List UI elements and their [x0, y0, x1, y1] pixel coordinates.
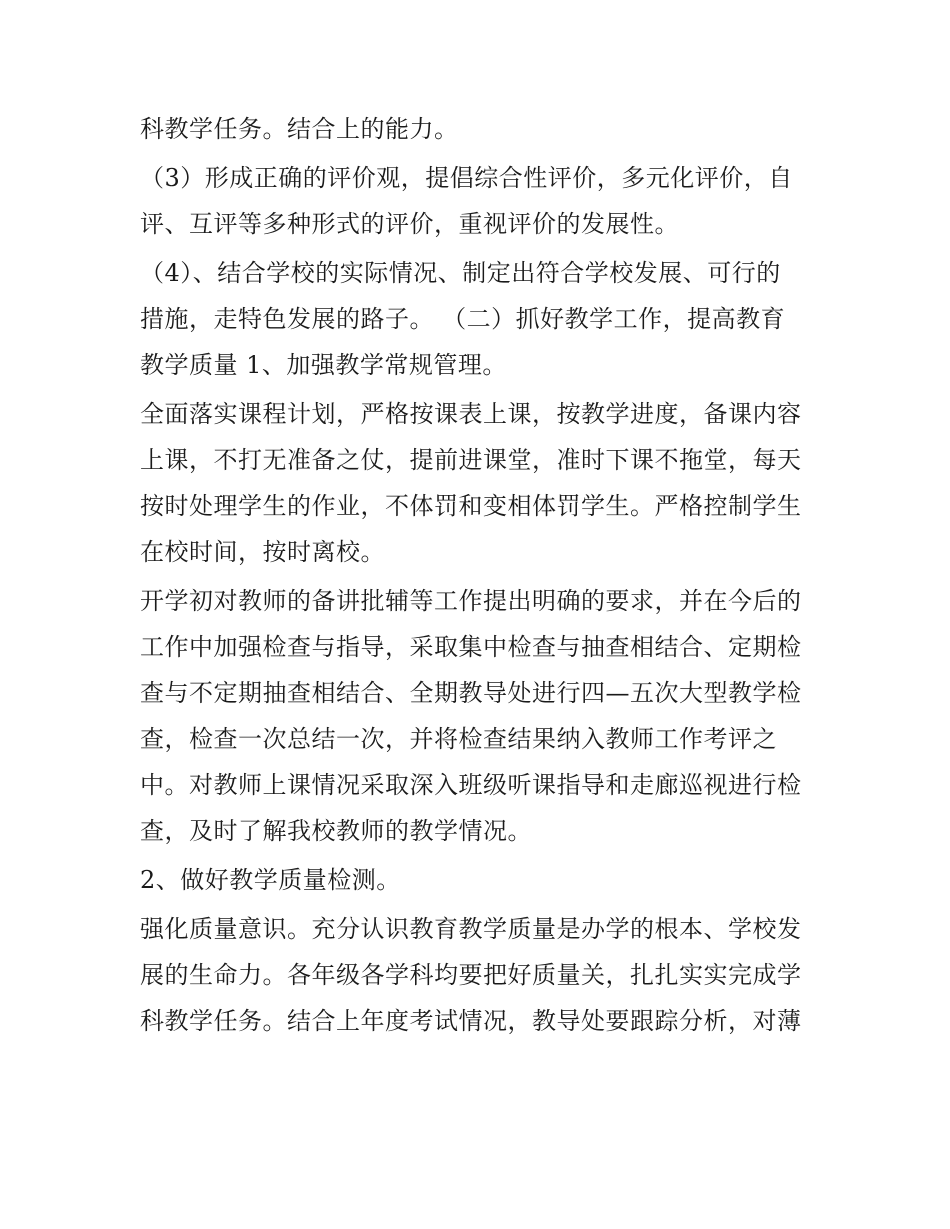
text-line: （4）、结合学校的实际情况、制定出符合学校发展、可行的 [140, 259, 781, 287]
text-line: 科教学任务。结合上年度考试情况，教导处要跟踪分析，对薄 [140, 1007, 802, 1035]
text-line: 查，检查一次总结一次，并将检查结果纳入教师工作考评之 [140, 725, 777, 753]
text-line: 2、做好教学质量检测。 [140, 866, 401, 894]
document-body [140, 106, 820, 1044]
text-line: 查，及时了解我校教师的教学情况。 [140, 817, 532, 845]
text-line: 评、互评等多种形式的评价，重视评价的发展性。 [140, 210, 679, 238]
text-line: 措施，走特色发展的路子。 （二）抓好教学工作，提高教育 [140, 305, 786, 333]
text-line: 展的生命力。各年级各学科均要把好质量关，扎扎实实完成学 [140, 961, 802, 989]
text-line: （3）形成正确的评价观，提倡综合性评价，多元化评价，自 [140, 164, 793, 192]
text-line: 中。对教师上课情况采取深入班级听课指导和走廊巡视进行检 [140, 771, 802, 799]
text-line: 科教学任务。结合上的能力。 [140, 115, 459, 143]
text-line: 开学初对教师的备讲批辅等工作提出明确的要求，并在今后的 [140, 587, 802, 615]
text-line: 教学质量 1、加强教学常规管理。 [140, 351, 507, 379]
text-line: 工作中加强检查与指导，采取集中检查与抽查相结合、定期检 [140, 633, 802, 661]
text-line: 在校时间，按时离校。 [140, 538, 385, 566]
text-line: 上课，不打无准备之仗，提前进课堂，准时下课不拖堂，每天 [140, 446, 802, 474]
text-line: 按时处理学生的作业，不体罚和变相体罚学生。严格控制学生 [140, 492, 802, 520]
text-line: 强化质量意识。充分认识教育教学质量是办学的根本、学校发 [140, 915, 802, 943]
text-line: 全面落实课程计划，严格按课表上课，按教学进度，备课内容 [140, 400, 802, 428]
text-line: 查与不定期抽查相结合、全期教导处进行四—五次大型教学检 [140, 679, 802, 707]
